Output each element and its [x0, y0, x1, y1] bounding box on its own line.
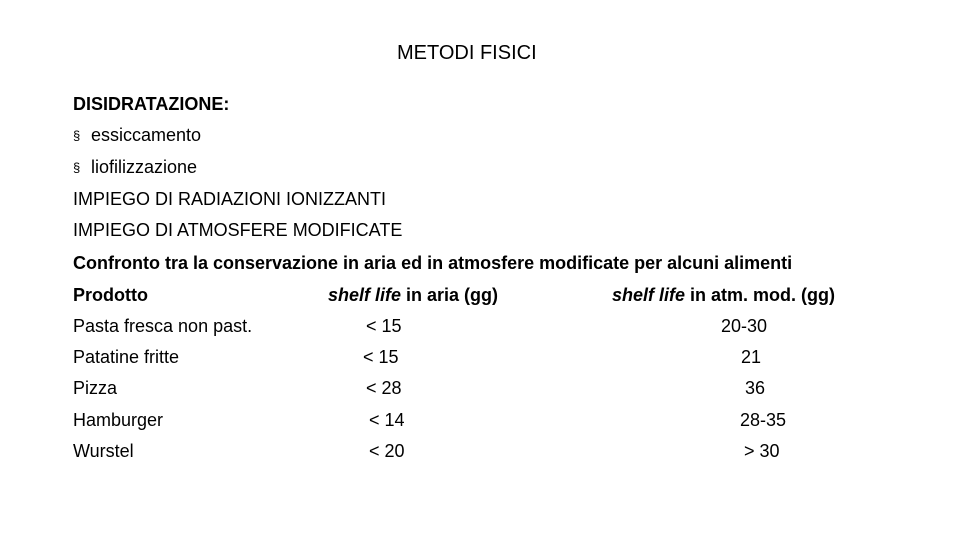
table-cell-product: Pizza [73, 378, 118, 398]
table-cell-mod: > 30 [744, 441, 780, 461]
table-cell-product: Pasta fresca non past. [73, 316, 253, 336]
column-header-air [328, 284, 498, 306]
table-cell-mod: 36 [745, 378, 766, 398]
table-cell-air: < 20 [369, 441, 405, 461]
column-header-air-em: shelf life [328, 285, 402, 305]
column-header-mod-em: shelf life [612, 285, 686, 305]
column-header-product: Prodotto [73, 285, 148, 305]
list-item-label: essiccamento [91, 125, 202, 145]
column-header-mod [612, 284, 835, 306]
table-cell-product: Hamburger [73, 410, 164, 430]
table-cell-air: < 15 [363, 347, 399, 367]
page-title: METODI FISICI [397, 42, 537, 64]
list-item-label: liofilizzazione [91, 157, 198, 177]
section-heading-radiazioni: IMPIEGO DI RADIAZIONI IONIZZANTI [73, 189, 387, 209]
table-cell-mod: 20-30 [721, 316, 768, 336]
bullet-icon: § [73, 128, 81, 143]
table-cell-product: Wurstel [73, 441, 134, 461]
table-cell-product: Patatine fritte [73, 347, 180, 367]
table-cell-air: < 15 [366, 316, 402, 336]
table-caption: Confronto tra la conservazione in aria ed in atmosfere modificate per alcuni alimenti [73, 253, 793, 273]
table-cell-air: < 28 [366, 378, 402, 398]
column-header-air-rest: in aria (gg) [401, 285, 499, 305]
column-header-mod-rest: in atm. mod. (gg) [685, 285, 836, 305]
table-cell-mod: 21 [741, 347, 762, 367]
section-heading-atmosfere: IMPIEGO DI ATMOSFERE MODIFICATE [73, 220, 403, 240]
table-cell-mod: 28-35 [740, 410, 787, 430]
bullet-icon: § [73, 160, 81, 175]
list-item [73, 156, 197, 179]
table-cell-air: < 14 [369, 410, 405, 430]
list-item [73, 124, 201, 147]
section-heading-disidratazione: DISIDRATAZIONE: [73, 94, 230, 114]
